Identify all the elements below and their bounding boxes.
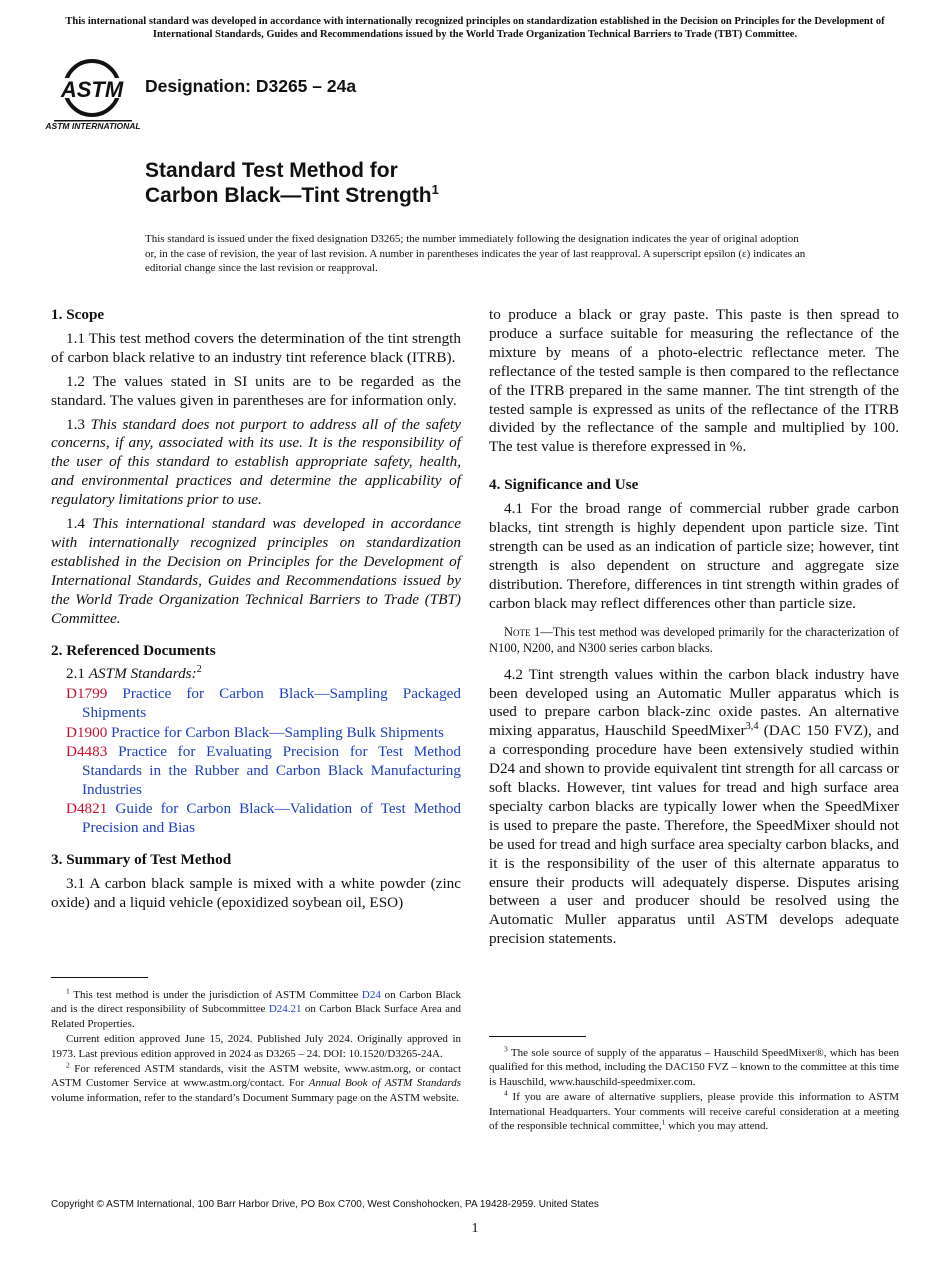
right-column bbox=[489, 306, 899, 954]
title-line-2-text: Carbon Black—Tint Strength bbox=[145, 184, 432, 207]
footnote-2-marker[interactable]: 2 bbox=[196, 664, 202, 676]
footnote-4 bbox=[489, 1090, 899, 1133]
left-column bbox=[51, 306, 461, 918]
designation: Designation: D3265 – 24a bbox=[145, 76, 357, 96]
reference-code-link[interactable]: D1799 bbox=[66, 685, 108, 703]
footnote-1-number: 1 bbox=[66, 986, 70, 996]
footnotes-right bbox=[489, 1046, 899, 1134]
footnote-1-back-reference[interactable]: 1 bbox=[661, 1117, 666, 1127]
significance-heading: 4. Significance and Use bbox=[489, 476, 639, 494]
document-title bbox=[145, 158, 439, 208]
note-1-label: Note 1 bbox=[504, 624, 541, 639]
footnote-4-number: 4 bbox=[504, 1088, 508, 1098]
footnote-2-number: 2 bbox=[66, 1060, 70, 1070]
astm-logo-mark bbox=[45, 56, 141, 132]
astm-standards-number: 2.1 bbox=[66, 665, 85, 683]
significance-4-1: 4.1 For the broad range of commercial rubber grade carbon blacks, tint strength is highly dependent upon particle size. Tint strength can be used as an indication of particle size; however, tint strength is also dependent on structure and aggregate size distribution. Therefore, differences in tint strength within grades of carbon black may reflect differences other than particle size. bbox=[489, 500, 899, 612]
page-number: 1 bbox=[471, 1221, 479, 1236]
subcommittee-d24-21-link[interactable]: D24.21 bbox=[268, 1003, 302, 1016]
logo-wordmark: ASTM INTERNATIONAL bbox=[45, 121, 141, 131]
significance-4-2 bbox=[489, 666, 899, 950]
footnote-divider-left bbox=[51, 977, 148, 978]
summary-3-1-part-2: to produce a black or gray paste. This paste is then spread to produce a surface suitable for measuring the reflectance of the mixture by means of a photo-electric reflectance meter. The reflectance of the tested sample is then compared to the reflectance of the ITRB prepared in the same manner. The tint strength of the tested sample is expressed as units of the reflectance of the ITRB divided by the reflectance of the sample and multiplied by 100. The test value is therefore expressed in %. bbox=[489, 306, 899, 456]
summary-heading: 3. Summary of Test Method bbox=[51, 851, 232, 869]
footnote-1 bbox=[51, 988, 461, 1031]
footnote-4-text-a: If you are aware of alternative suppliers, please provide this information to ASTM International Headquarters. Your comments will receive careful consideration at a meeting of the responsible technical committee, bbox=[489, 1091, 899, 1133]
footnote-1-text-a: This test method is under the jurisdiction of ASTM Committee bbox=[69, 989, 362, 1001]
footnote-3-text: The sole source of supply of the apparatus – Hauschild SpeedMixer®, which has been qualified for this method, including the DAC150 FVZ – known to the committee at this time is Hauschild, www.hauschild-speedmixer.com. bbox=[489, 1047, 899, 1088]
title-line-2 bbox=[145, 183, 439, 208]
footnote-3-number: 3 bbox=[504, 1044, 508, 1054]
reference-title-link[interactable]: Guide for Carbon Black—Validation of Test Method Precision and Bias bbox=[82, 800, 462, 837]
significance-4-2-text-a: 4.2 Tint strength values within the carbon black industry have been developed using an Automatic Muller apparatus which is used to prepare carbon black-zinc oxide pastes. An alternative mixing apparatus, Hauschild SpeedMixer bbox=[489, 665, 899, 740]
referenced-documents-heading: 2. Referenced Documents bbox=[51, 641, 216, 659]
scope-1-1: 1.1 This test method covers the determination of the tint strength of carbon black relative to an industry tint reference black (ITRB). bbox=[51, 329, 461, 366]
scope-1-3-text: This standard does not purport to address all of the safety concerns, if any, associated with its use. It is the responsibility of the user of this standard to establish appropriate safety, health, and environmental practices and determine the applicability of regulatory limitations prior to use. bbox=[51, 415, 462, 509]
footnote-2 bbox=[51, 1062, 461, 1105]
scope-1-4-number: 1.4 bbox=[66, 515, 85, 533]
reference-code-link[interactable]: D4821 bbox=[66, 800, 108, 818]
copyright-line: Copyright © ASTM International, 100 Barr Harbor Drive, PO Box C700, West Conshohocken, PA 19428-2959. United States bbox=[51, 1199, 599, 1210]
footnote-4-text-b: which you may attend. bbox=[665, 1120, 769, 1133]
title-line-1: Standard Test Method for bbox=[145, 159, 398, 182]
reference-item[interactable] bbox=[51, 724, 461, 743]
scope-1-2: 1.2 The values stated in SI units are to be regarded as the standard. The values given in parentheses are for information only. bbox=[51, 372, 461, 409]
footnote-3-4-marker[interactable]: 3,4 bbox=[745, 721, 759, 733]
footnote-3 bbox=[489, 1046, 899, 1089]
reference-title-link[interactable]: Practice for Evaluating Precision for Test Method Standards in the Rubber and Carbon Black Manufacturing Industries bbox=[82, 743, 462, 798]
reference-item[interactable] bbox=[51, 800, 461, 838]
astm-standards-label: ASTM Standards: bbox=[88, 665, 197, 683]
issuance-statement: This standard is issued under the fixed designation D3265; the number immediately following the designation indicates the year of original adoption or, in the case of revision, the year of last revision. A number in parentheses indicates the year of last reapproval. A superscript epsilon (ε) indicates an editorial change since the last revision or reapproval. bbox=[145, 233, 806, 275]
footnotes-left bbox=[51, 988, 461, 1106]
astm-logo bbox=[45, 56, 141, 132]
significance-4-2-text-b: (DAC 150 FVZ), and a corresponding procedure have been extensively studied within D24 and shown to provide equivalent tint strength for all carcass or soft blacks. However, tint values for tread and high surface area specialty carbon blacks are typically lower when the SpeedMixer is used to prepare the paste. Therefore, the SpeedMixer should not be used for tread and high surface area specialty carbon blacks, and it is the responsibility of the user of this alternate apparatus to ensure their products will adequately disperse. Disputes arising between a user and producer should be resolved using the Automatic Muller apparatus until ASTM develops adequate precision statements. bbox=[489, 722, 899, 948]
reference-item[interactable] bbox=[51, 685, 461, 723]
scope-heading: 1. Scope bbox=[51, 306, 105, 323]
note-1-text: —This test method was developed primarily for the characterization of N100, N200, and N300 series carbon blacks. bbox=[489, 624, 899, 655]
footnote-1-text-c: on Carbon Black Surface Area and Related Properties. bbox=[51, 1003, 462, 1030]
scope-1-4 bbox=[51, 515, 461, 628]
reference-code-link[interactable]: D1900 bbox=[66, 723, 108, 741]
edition-note: Current edition approved June 15, 2024. Published July 2024. Originally approved in 1973. Last previous edition approved in 2024 as D3265 – 24. DOI: 10.1520/D3265-24A. bbox=[51, 1033, 461, 1060]
title-footnote-marker[interactable]: 1 bbox=[431, 182, 439, 197]
astm-standards-subheading bbox=[51, 665, 461, 684]
footnote-1-text-b: on Carbon Black and is the direct responsibility of Subcommittee bbox=[51, 989, 461, 1016]
summary-3-1-part-1: 3.1 A carbon black sample is mixed with a white powder (zinc oxide) and a liquid vehicle (epoxidized soybean oil, ESO) bbox=[51, 874, 461, 911]
reference-item[interactable] bbox=[51, 743, 461, 800]
note-1 bbox=[489, 624, 899, 656]
footnote-2-text-a: For referenced ASTM standards, visit the ASTM website, www.astm.org, or contact ASTM Customer Service at www.astm.org/contact. For bbox=[51, 1063, 461, 1090]
scope-1-4-text: This international standard was developed in accordance with internationally recognized principles on standardization established in the Decision on Principles for the Development of International Standards, Guides and Recommendations issued by the World Trade Organization Technical Barriers to Trade (TBT) Committee. bbox=[51, 515, 462, 627]
header-notice: This international standard was developed in accordance with internationally recognized principles on standardization established in the Decision on Principles for the Development of International Standards, Guides and Recommendations issued by the World Trade Organization Technical Barriers to Trade (TBT) Committee. bbox=[65, 16, 885, 40]
footnote-2-text-b: volume information, refer to the standard’s Document Summary page on the ASTM website. bbox=[51, 1091, 460, 1104]
svg-text:ASTM: ASTM bbox=[60, 77, 124, 102]
scope-1-3 bbox=[51, 416, 461, 511]
footnote-2-book-title: Annual Book of ASTM Standards bbox=[308, 1077, 461, 1090]
reference-title-link[interactable]: Practice for Carbon Black—Sampling Bulk Shipments bbox=[111, 723, 444, 741]
reference-title-link[interactable]: Practice for Carbon Black—Sampling Packaged Shipments bbox=[82, 685, 461, 722]
reference-code-link[interactable]: D4483 bbox=[66, 743, 108, 761]
scope-1-3-number: 1.3 bbox=[66, 415, 85, 433]
footnote-divider-right bbox=[489, 1036, 586, 1037]
committee-d24-link[interactable]: D24 bbox=[361, 989, 381, 1001]
